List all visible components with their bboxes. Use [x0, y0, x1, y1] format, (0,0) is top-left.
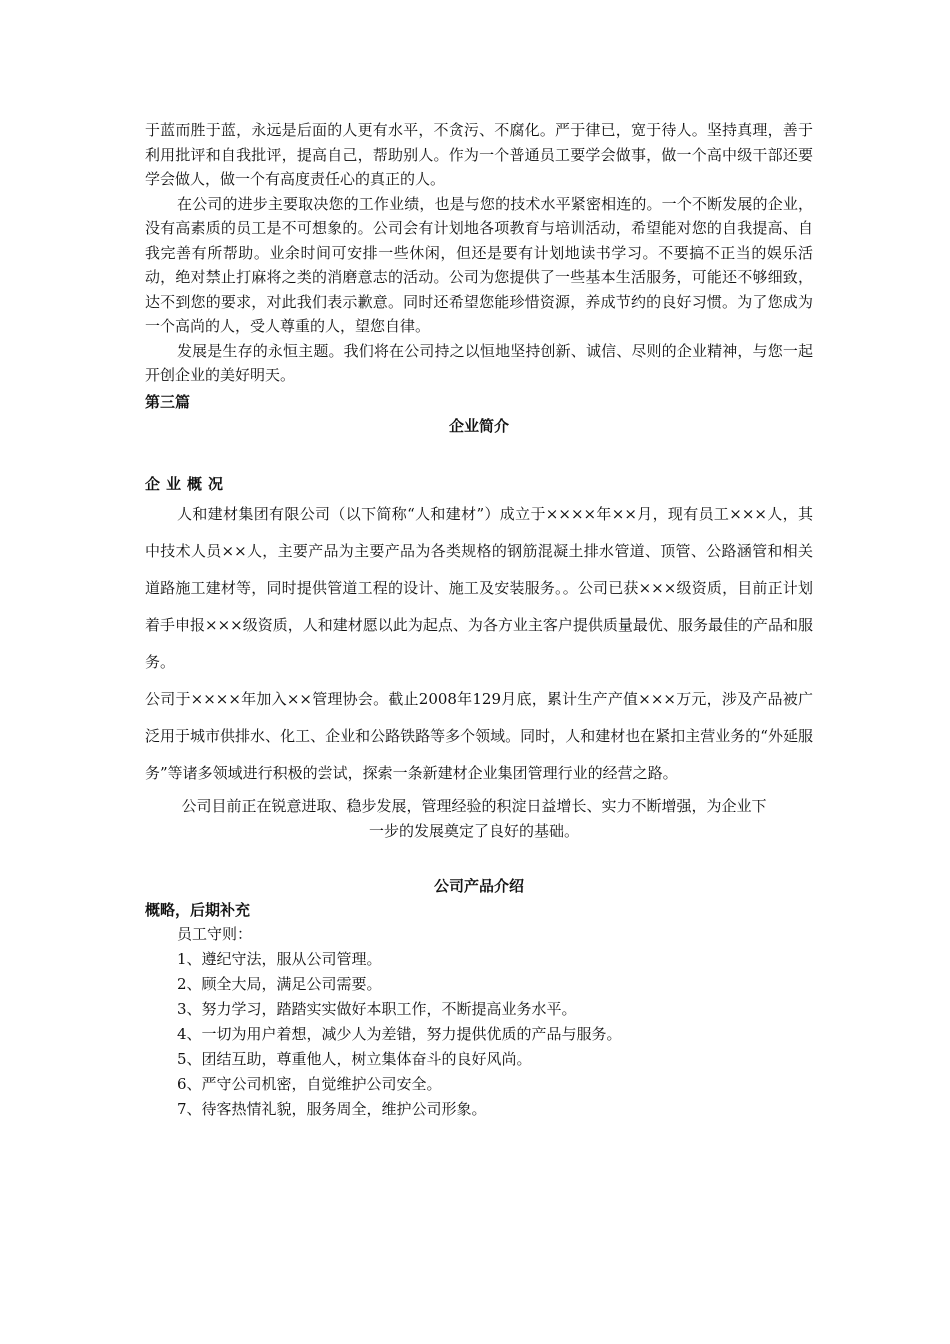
overview-paragraph-3-line-1: 公司目前正在锐意进取、稳步发展，管理经验的积淀日益增长、实力不断增强，为企业下: [181, 796, 767, 815]
rule-item: 7、待客热情礼貌，服务周全，维护公司形象。: [177, 1099, 487, 1118]
rule-item: 2、顾全大局，满足公司需要。: [177, 974, 382, 993]
company-intro-title: 企业简介: [448, 416, 509, 435]
part-heading: 第三篇: [145, 392, 191, 411]
products-title: 公司产品介绍: [433, 876, 524, 895]
overview-paragraph-3-line-2: 一步的发展奠定了良好的基础。: [368, 821, 579, 840]
document-page: [145, 118, 813, 1122]
overview-paragraph-1: 人和建材集团有限公司（以下简称“人和建材”）成立于××××年××月，现有员工×××人，其中技术人员××人，主要产品为主要产品为各类规格的钢筋混凝土排水管道、顶管、公路涵管和相关道路施工建材等，同时提供管道工程的设计、施工及安装服务。。公司已获×××级资质，目前正计划着手申报×××级资质，人和建材愿以此为起点、为各方业主客户提供质量最优、服务最佳的产品和服务。: [145, 504, 813, 671]
rule-item: 3、努力学习，踏踏实实做好本职工作，不断提高业务水平。: [177, 999, 577, 1018]
rule-item: 1、遵纪守法，服从公司管理。: [177, 949, 382, 968]
intro-paragraph-1: 于蓝而胜于蓝，永远是后面的人更有水平，不贪污、不腐化。严于律已，宽于待人。坚持真理，善于利用批评和自我批评，提高自己，帮助别人。作为一个普通员工要学会做事，做一个高中级干部还要学会做人，做一个有高度责任心的真正的人。: [145, 121, 813, 188]
overview-paragraph-2: 公司于××××年加入××管理协会。截止2008年129月底，累计生产产值×××万元，涉及产品被广泛用于城市供排水、化工、企业和公路铁路等多个领域。同时，人和建材也在紧扣主营业务的“外延服务”等诸多领域进行积极的尝试，探索一条新建材企业集团管理行业的经营之路。: [145, 689, 813, 782]
overview-body: [145, 496, 813, 792]
overview-paragraph-3: [145, 794, 813, 844]
intro-paragraph-3: 发展是生存的永恒主题。我们将在公司持之以恒地坚持创新、诚信、尽则的企业精神，与您一起开创企业的美好明天。: [145, 341, 813, 384]
rule-item: 4、一切为用户着想，减少人为差错，努力提供优质的产品与服务。: [177, 1024, 622, 1043]
employee-rules: [145, 922, 813, 1122]
overview-heading: 企业概况: [145, 474, 230, 493]
rules-label: 员工守则：: [177, 924, 253, 943]
rule-item: 5、团结互助，尊重他人，树立集体奋斗的良好风尚。: [177, 1049, 532, 1068]
products-summary: 概略，后期补充: [145, 900, 251, 919]
rule-item: 6、严守公司机密，自觉维护公司安全。: [177, 1074, 442, 1093]
intro-paragraph-2: 在公司的进步主要取决您的工作业绩，也是与您的技术水平紧密相连的。一个不断发展的企业，没有高素质的员工是不可想象的。公司会有计划地各项教育与培训活动，希望能对您的自我提高、自我完善有所帮助。业余时间可安排一些休闲，但还是要有计划地读书学习。不要搞不正当的娱乐活动，绝对禁止打麻将之类的消磨意志的活动。公司为您提供了一些基本生活服务，可能还不够细致，达不到您的要求，对此我们表示歉意。同时还希望您能珍惜资源，养成节约的良好习惯。为了您成为一个高尚的人，受人尊重的人，望您自律。: [145, 194, 813, 335]
